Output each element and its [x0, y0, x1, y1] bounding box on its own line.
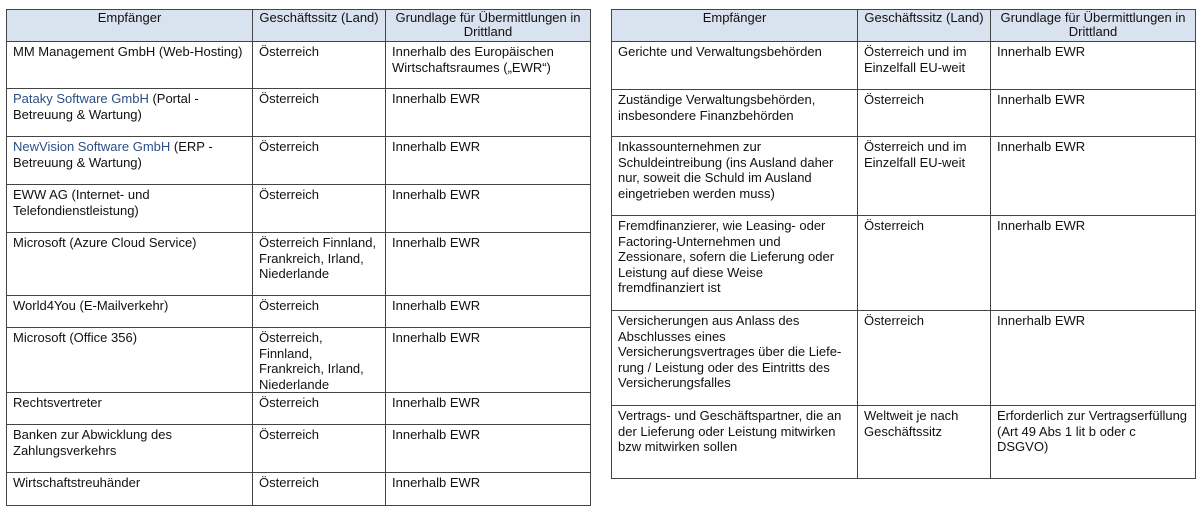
country-cell: Österreich, Finnland, Frankreich, Irland, Niederlande — [253, 328, 386, 393]
recipient-cell: World4You (E-Mailverkehr) — [7, 296, 253, 328]
recipient-cell: Wirtschaftstreuhänder — [7, 473, 253, 506]
recipient-cell: Versicherungen aus Anlass des Abschlusses eines Versicherungsvertrages über die Liefe-rung / Leistung oder des Eintritts des Versicherungsfalles — [612, 311, 858, 406]
table-row — [612, 311, 1196, 406]
table-row — [7, 42, 591, 89]
header-recipient: Empfänger — [7, 10, 253, 42]
country-cell: Österreich Finnland, Frankreich, Irland, Niederlande — [253, 233, 386, 296]
basis-cell: Innerhalb EWR — [386, 233, 591, 296]
header-basis: Grundlage für Übermittlungen in Drittland — [386, 10, 591, 42]
country-cell: Österreich — [253, 137, 386, 185]
table-row — [7, 296, 591, 328]
recipient-cell: Fremdfinanzierer, wie Leasing- oder Factoring-Unternehmen und Zessionare, sofern die Lieferung oder Leistung auf diese Weise fremdfinanziert ist — [612, 216, 858, 311]
basis-cell: Innerhalb EWR — [386, 393, 591, 425]
basis-cell: Innerhalb EWR — [386, 328, 591, 393]
table-row — [612, 90, 1196, 137]
company-name: NewVision Software GmbH — [13, 139, 171, 154]
country-cell: Österreich — [858, 311, 991, 406]
basis-cell: Innerhalb EWR — [386, 89, 591, 137]
basis-cell: Innerhalb EWR — [386, 137, 591, 185]
table-row — [7, 425, 591, 473]
recipient-cell: Rechtsvertreter — [7, 393, 253, 425]
recipient-cell — [7, 137, 253, 185]
country-cell: Österreich — [253, 296, 386, 328]
recipient-cell — [7, 89, 253, 137]
recipient-cell: Inkassounternehmen zur Schuldeintreibung (ins Ausland daher nur, soweit die Schuld im Ausland eingetrieben werden muss) — [612, 137, 858, 216]
country-cell: Österreich — [253, 42, 386, 89]
table-row — [612, 216, 1196, 311]
table-row — [7, 89, 591, 137]
country-cell: Österreich und im Einzelfall EU-weit — [858, 42, 991, 90]
basis-cell: Innerhalb EWR — [386, 473, 591, 506]
table-row — [612, 406, 1196, 479]
header-recipient: Empfänger — [612, 10, 858, 42]
table-row — [612, 137, 1196, 216]
recipient-cell: Microsoft (Azure Cloud Service) — [7, 233, 253, 296]
table-row — [612, 42, 1196, 90]
recipient-cell: Zuständige Verwaltungsbehörden, insbesondere Finanzbehörden — [612, 90, 858, 137]
recipients-table-left — [6, 9, 591, 506]
table-row — [7, 233, 591, 296]
table-row — [7, 328, 591, 393]
country-cell: Österreich — [253, 473, 386, 506]
recipient-cell: Vertrags- und Geschäftspartner, die an der Lieferung oder Leistung mitwirken bzw mitwirken sollen — [612, 406, 858, 479]
header-seat: Geschäftssitz (Land) — [858, 10, 991, 42]
recipient-cell: EWW AG (Internet- und Telefondienstleistung) — [7, 185, 253, 233]
basis-cell: Innerhalb EWR — [991, 42, 1196, 90]
country-cell: Weltweit je nach Geschäftssitz — [858, 406, 991, 479]
country-cell: Österreich — [253, 393, 386, 425]
recipient-cell: Gerichte und Verwaltungsbehörden — [612, 42, 858, 90]
basis-cell: Innerhalb EWR — [991, 137, 1196, 216]
country-cell: Österreich und im Einzelfall EU-weit — [858, 137, 991, 216]
header-basis: Grundlage für Übermittlungen in Drittland — [991, 10, 1196, 42]
header-row — [612, 10, 1196, 42]
recipients-table-right — [611, 9, 1196, 479]
table-row — [7, 393, 591, 425]
header-seat: Geschäftssitz (Land) — [253, 10, 386, 42]
basis-cell: Erforderlich zur Vertragserfüllung (Art 49 Abs 1 lit b oder c DSGVO) — [991, 406, 1196, 479]
recipient-cell: Microsoft (Office 356) — [7, 328, 253, 393]
table-row — [7, 473, 591, 506]
company-name: Pataky Software GmbH — [13, 91, 149, 106]
basis-cell: Innerhalb EWR — [991, 90, 1196, 137]
basis-cell: Innerhalb EWR — [386, 425, 591, 473]
country-cell: Österreich — [253, 425, 386, 473]
country-cell: Österreich — [858, 90, 991, 137]
basis-cell: Innerhalb EWR — [991, 311, 1196, 406]
recipient-cell: Banken zur Abwicklung des Zahlungsverkehrs — [7, 425, 253, 473]
table-row — [7, 185, 591, 233]
country-cell: Österreich — [253, 89, 386, 137]
basis-cell: Innerhalb EWR — [991, 216, 1196, 311]
basis-cell: Innerhalb EWR — [386, 296, 591, 328]
country-cell: Österreich — [253, 185, 386, 233]
service-description: (ERP - Betreuung & Wartung) — [13, 139, 213, 170]
recipient-cell: MM Management GmbH (Web-Hosting) — [7, 42, 253, 89]
table-row — [7, 137, 591, 185]
basis-cell: Innerhalb EWR — [386, 185, 591, 233]
country-cell: Österreich — [858, 216, 991, 311]
basis-cell: Innerhalb des Europäischen Wirtschaftsraumes („EWR“) — [386, 42, 591, 89]
header-row — [7, 10, 591, 42]
service-description: (Portal - Betreuung & Wartung) — [13, 91, 199, 122]
